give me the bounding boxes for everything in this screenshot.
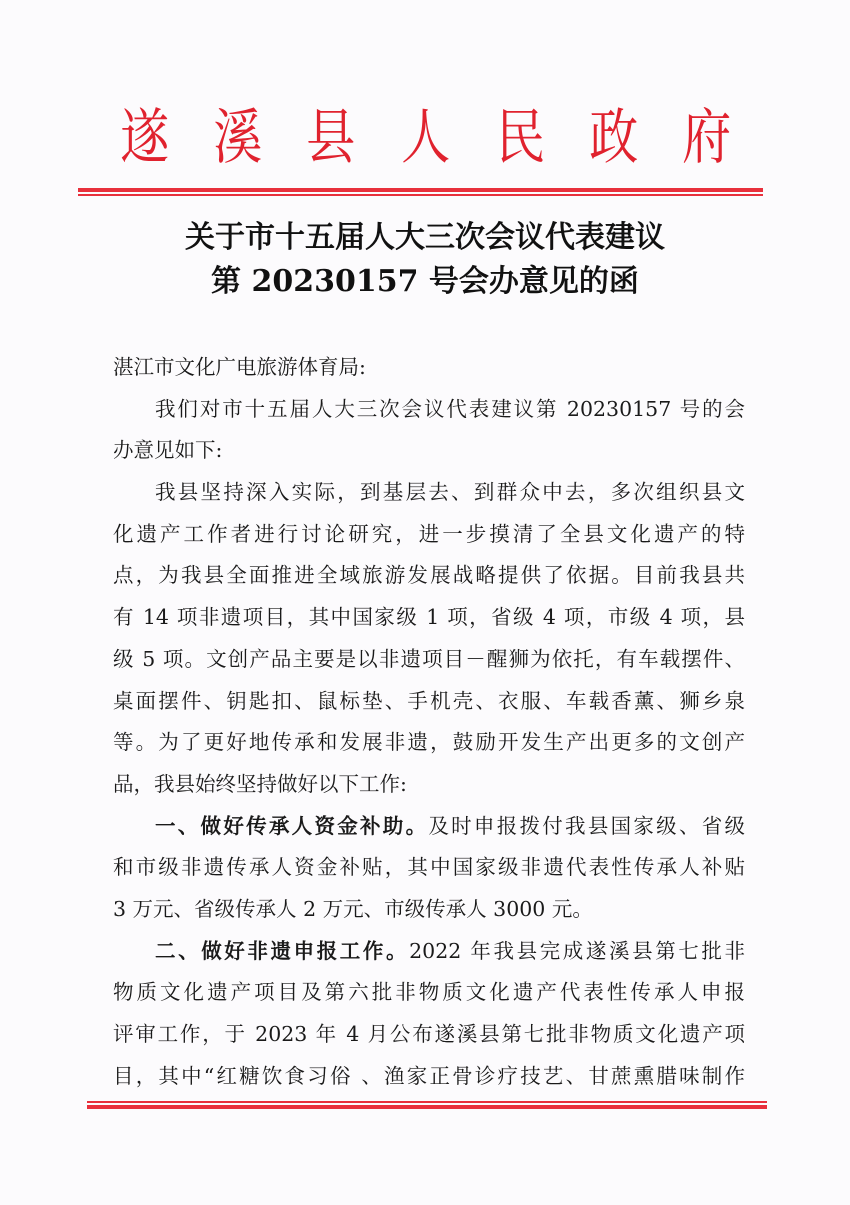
body-line: 品，我县始终坚持做好以下工作: [113,771,407,796]
section-2-first-line [113,931,745,973]
body-line: 我县坚持深入实际，到基层去、到群众中去，多次组织县文 [155,480,745,505]
letterhead-char: 政 [589,103,639,173]
body-line: 3 万元、省级传承人 2 万元、市级传承人 3000 元。 [113,896,593,921]
header-rule-thin [78,194,763,196]
body-line: 评审工作，于 2023 年 4 月公布遂溪县第七批非物质文化遗产项 [113,1022,745,1046]
salutation: 湛江市文化广电旅游体育局: [113,355,366,379]
body-line: 有 14 项非遗项目，其中国家级 1 项，省级 4 项，市级 4 项，县 [113,605,745,630]
section-1-first-line [113,806,745,848]
body-line: 目，其中“红糖饮食习俗 、渔家正骨诊疗技艺、甘蔗熏腊味制作 [113,1063,745,1088]
footer-rule-thin [87,1101,767,1103]
section-1-heading: 一、做好传承人资金补助。 [155,813,429,838]
title-line-1: 关于市十五届人大三次会议代表建议 [185,220,665,255]
title-line-2: 第 20230157 号会办意见的函 [211,264,639,299]
body-line: 和市级非遗传承人资金补贴，其中国家级非遗代表性传承人补贴 [113,855,745,880]
section-2-text: 2022 年我县完成遂溪县第七批非 [409,938,746,963]
letter-body [113,347,745,1097]
section-2-heading: 二、做好非遗申报工作。 [155,938,410,963]
footer-rule-thick [87,1105,767,1109]
header-rule-thick [78,188,763,192]
body-line: 物质文化遗产项目及第六批非物质文化遗产代表性传承人申报 [113,980,745,1005]
letterhead-char: 人 [401,103,451,173]
section-1-text: 及时申报拨付我县国家级、省级 [428,813,745,838]
body-line: 我们对市十五届人大三次会议代表建议第 20230157 号的会 [155,396,745,421]
letterhead-char: 民 [496,103,546,173]
body-line: 级 5 项。文创产品主要是以非遗项目－醒狮为依托，有车载摆件、 [113,646,745,671]
letterhead [0,100,850,176]
body-line: 化遗产工作者进行讨论研究，进一步摸清了全县文化遗产的特 [113,521,745,546]
letterhead-char: 溪 [213,103,263,173]
letterhead-char: 府 [682,103,732,173]
letterhead-char: 遂 [120,103,170,173]
document-title [0,216,850,304]
body-line: 等。为了更好地传承和发展非遗，鼓励开发生产出更多的文创产 [113,730,745,755]
body-line: 桌面摆件、钥匙扣、鼠标垫、手机壳、衣服、车载香薰、狮乡泉 [113,688,745,713]
body-line: 点，为我县全面推进全域旅游发展战略提供了依据。目前我县共 [113,563,745,588]
letterhead-char: 县 [306,103,356,173]
body-line: 办意见如下: [113,438,223,463]
